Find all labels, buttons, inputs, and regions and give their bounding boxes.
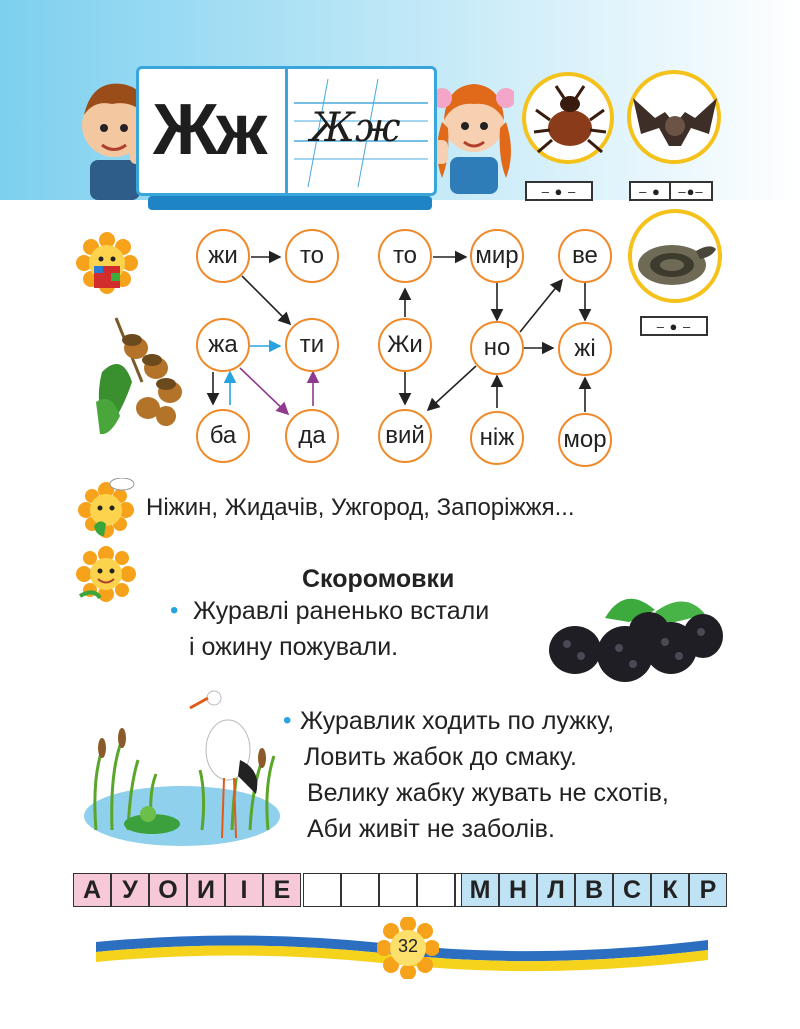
syllable-zha: жа <box>196 318 250 372</box>
blackberries-picture <box>545 588 725 694</box>
twister-1-line-2: і ожину пожували. <box>189 633 399 661</box>
blank-tile <box>303 873 341 907</box>
vowel-tile: О <box>149 873 187 907</box>
syllable-no: но <box>470 321 524 375</box>
syllable-to: то <box>285 229 339 283</box>
syllable-vyi: вий <box>378 409 432 463</box>
bat-sound-code-right: –●– <box>669 181 713 201</box>
syllable-zhy: жи <box>196 229 250 283</box>
syllable-zhy-capital: Жи <box>378 318 432 372</box>
vowel-tile: А <box>73 873 111 907</box>
syllable-ba: ба <box>196 409 250 463</box>
twister-2-line-4: Аби живіт не заболів. <box>307 815 555 843</box>
beetle-sound-code: – ● – <box>525 181 593 201</box>
blank-tile <box>379 873 417 907</box>
vowel-tile: Е <box>263 873 301 907</box>
twister-2-line-3: Велику жабку жувать не схотів, <box>307 779 669 807</box>
cities-list: Ніжин, Жидачів, Ужгород, Запоріжжя... <box>146 494 575 521</box>
letter-strip <box>73 873 733 907</box>
syllable-da: да <box>285 409 339 463</box>
letter-print: Жж <box>153 90 266 170</box>
consonant-tile: С <box>613 873 651 907</box>
consonant-tile: К <box>651 873 689 907</box>
syllable-mor: мор <box>558 413 612 467</box>
consonant-tile: В <box>575 873 613 907</box>
stork-pond-picture <box>82 690 282 852</box>
syllable-nizh: ніж <box>470 411 524 465</box>
syllable-to-2: то <box>378 229 432 283</box>
syllable-ve: ве <box>558 229 612 283</box>
vowel-tile: И <box>187 873 225 907</box>
syllable-ty: ти <box>285 318 339 372</box>
consonant-tile: Н <box>499 873 537 907</box>
bullet-2: • <box>283 707 292 734</box>
consonant-tile: М <box>461 873 499 907</box>
vowel-tile: І <box>225 873 263 907</box>
snake-sound-code: – ● – <box>640 316 708 336</box>
consonant-tile: Л <box>537 873 575 907</box>
twister-2-line-1: Журавлик ходить по лужку, <box>300 707 615 735</box>
sunflower-smiling-icon <box>74 546 138 602</box>
bullet-1: • <box>170 597 179 624</box>
page-number: 32 <box>397 936 419 956</box>
tongue-twisters-title: Скоромовки <box>302 565 455 593</box>
blank-tile <box>341 873 379 907</box>
twister-2-line-2: Ловить жабок до смаку. <box>304 743 577 771</box>
letter-script: Жж <box>310 105 401 151</box>
syllable-myr: мир <box>470 229 524 283</box>
bat-sound-code-left: – ● <box>629 181 671 201</box>
vowel-tile: У <box>111 873 149 907</box>
syllable-zhi: жі <box>558 322 612 376</box>
sunflower-thinking-icon <box>76 478 138 538</box>
blank-tile <box>417 873 455 907</box>
consonant-tile: Р <box>689 873 727 907</box>
twister-1-line-1: Журавлі раненько встали <box>193 597 490 625</box>
